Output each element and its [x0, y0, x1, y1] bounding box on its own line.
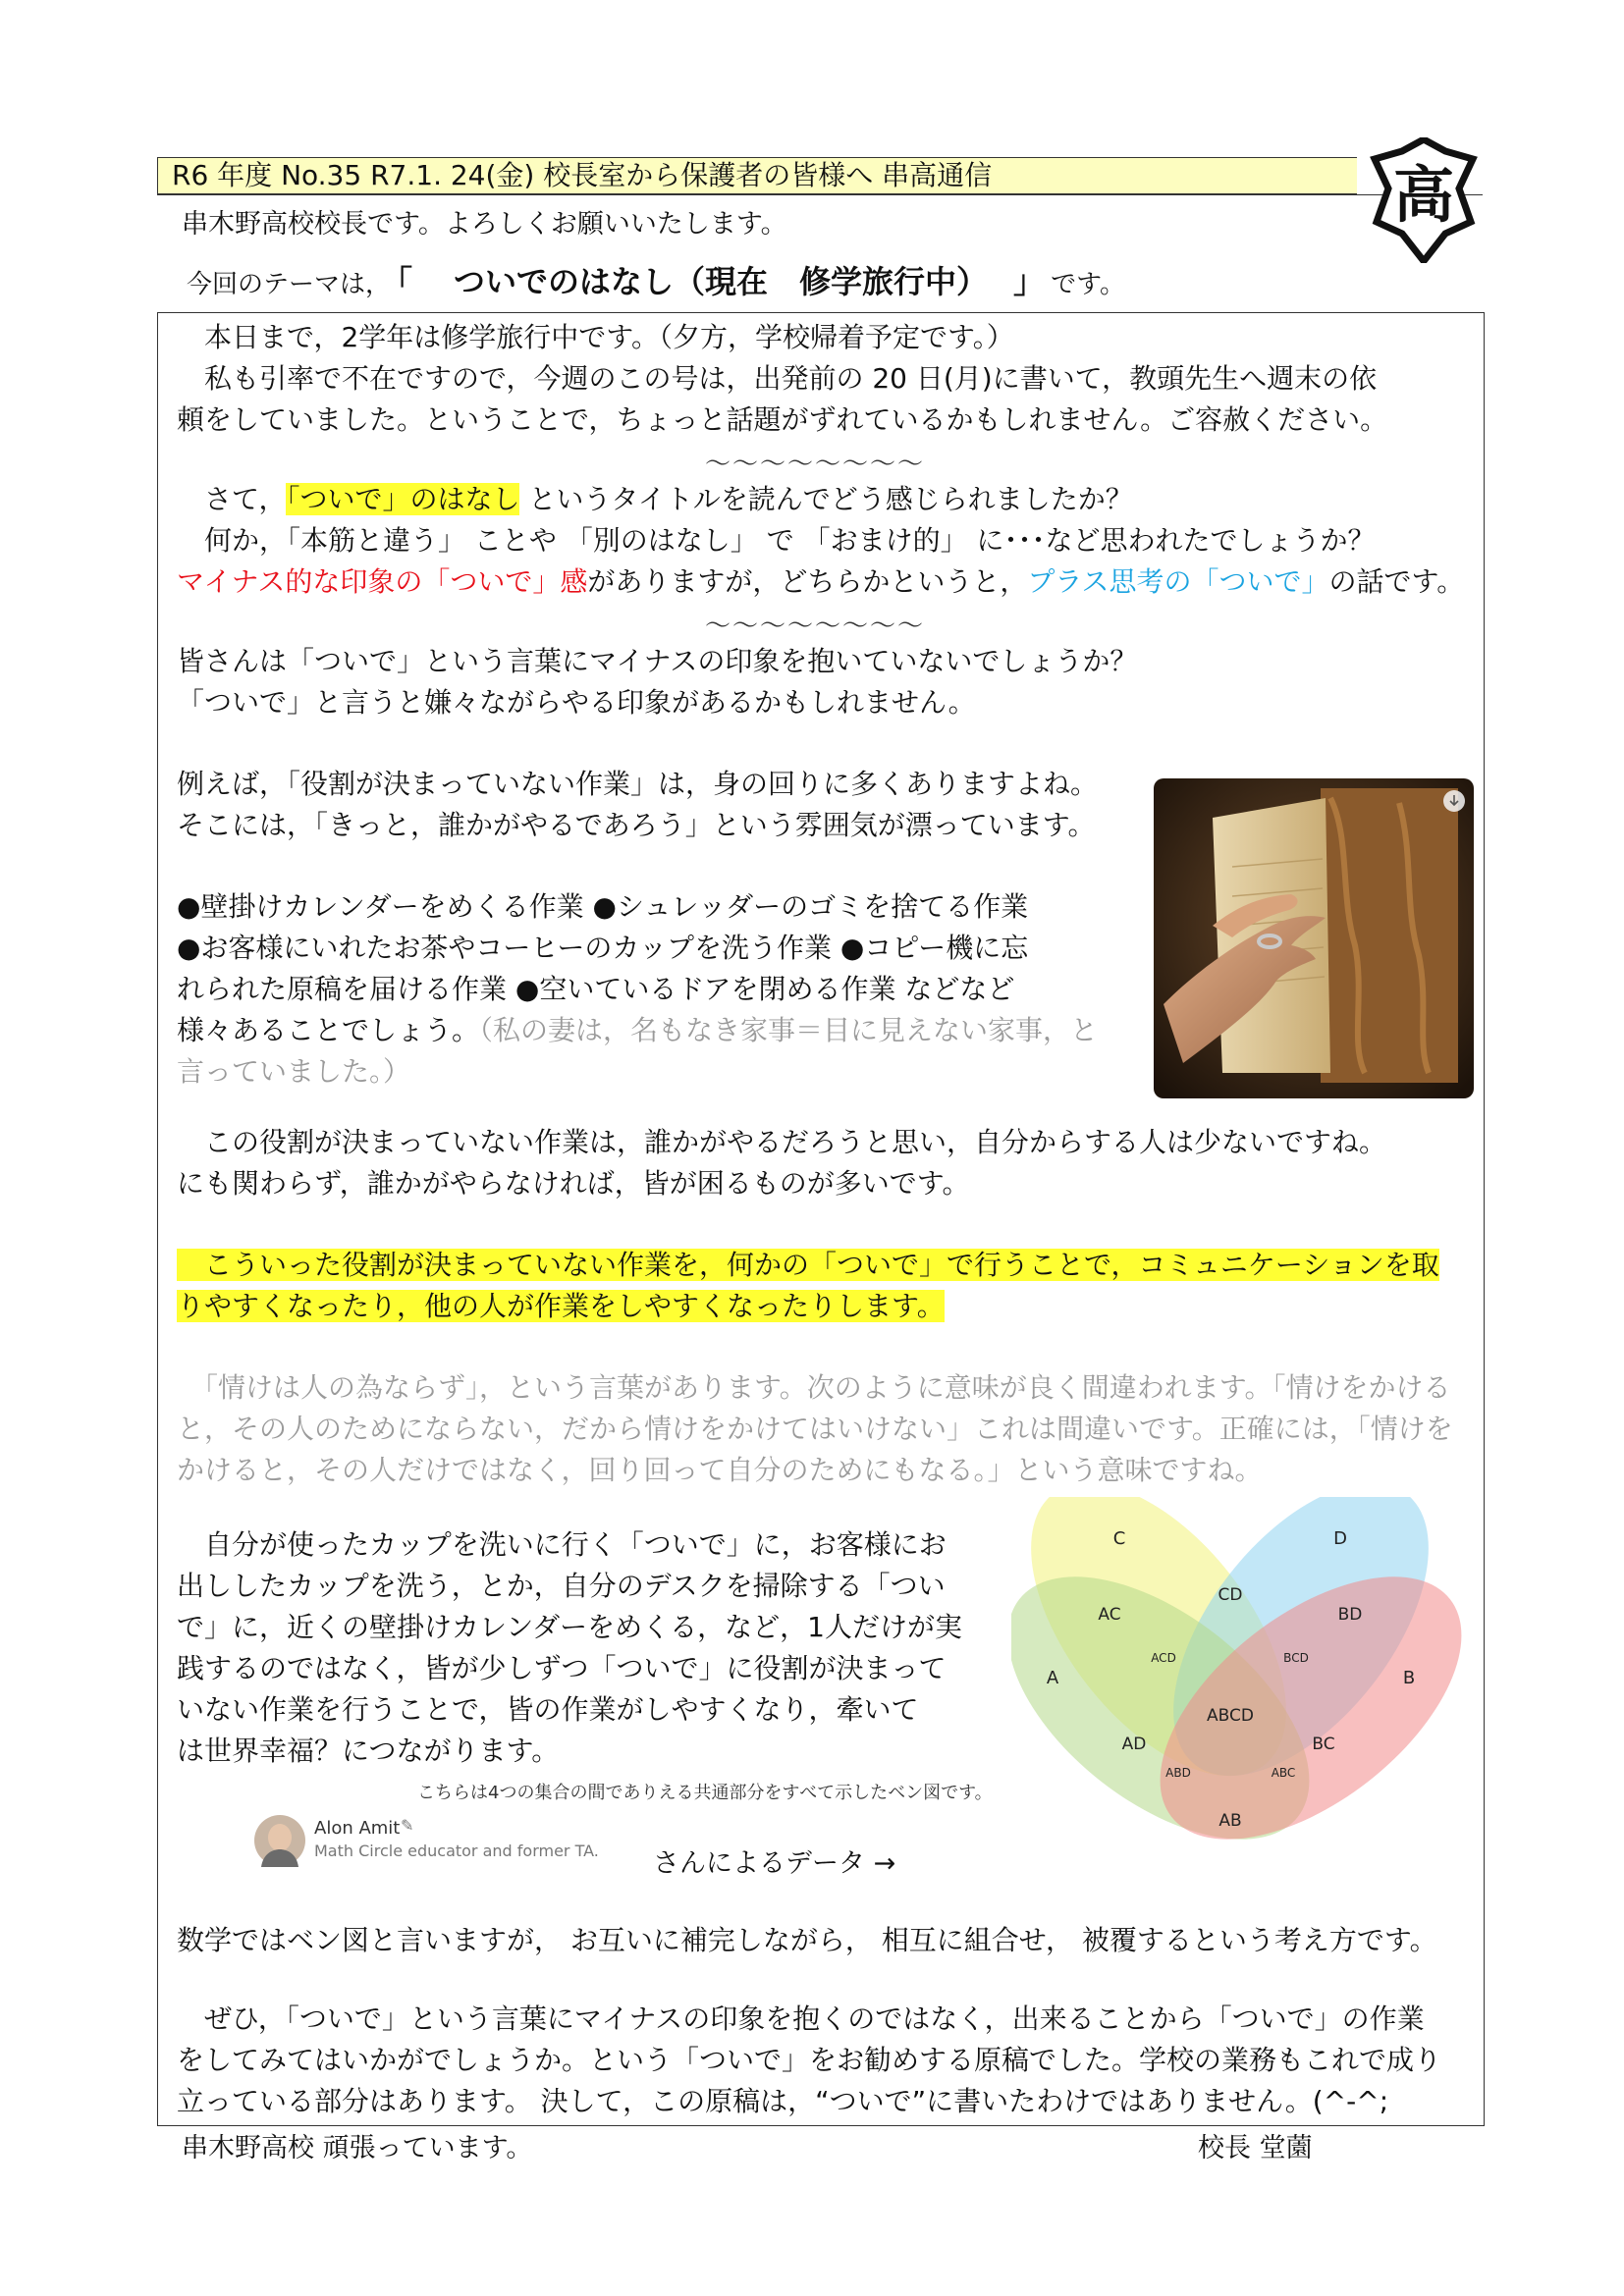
para-absence-1: 私も引率で不在ですので，今週のこの号は，出発前の 20 日(月)に書いて，教頭先生へ週末の依 — [177, 362, 1378, 395]
proverb-line-2: と，その人のためにならない，だから情けをかけてはいけない」これは間違いです。正確には，「情けを — [177, 1413, 1453, 1445]
para-negative-question: 皆さんは「ついで」という言葉にマイナスの印象を抱いていないでしょうか？ — [177, 645, 1138, 677]
closing-3: 立っている部分はあります。 決して，この原稿は，“ついで”に書いたわけではありません。(^-^; — [177, 2085, 1389, 2117]
cup-para-4: 践するのではなく，皆が少しずつ「ついで」に役割が決まって — [177, 1652, 947, 1684]
cup-para-6: は世界幸福？につながります。 — [177, 1735, 560, 1767]
venn-label-bcd: BCD — [1283, 1651, 1309, 1665]
author-avatar — [253, 1814, 306, 1867]
proverb-line-3: かけると，その人だけではなく，回り回って自分のためにもなる。」という意味ですね。 — [177, 1454, 1263, 1486]
para-impression: 何か，「本筋と違う」 ことや 「別のはなし」 で 「おまけ的」 に･･･など思われたでしょうか？ — [177, 524, 1376, 557]
text-positive-thinking: プラス思考の「ついで」 — [1027, 565, 1329, 598]
venn-label-abd: ABD — [1165, 1766, 1191, 1780]
highlight-para-1 — [177, 1247, 1439, 1283]
text-end: の話です。 — [1328, 565, 1465, 598]
cup-para-5: いない作業を行うことで，皆の作業がしやすくなり，牽いて — [177, 1693, 919, 1726]
highlight-communication-1: こういった役割が決まっていない作業を，何かの「ついで」で行うことで，コミュニケーションを取 — [177, 1249, 1439, 1281]
para-absence-2: 頼をしていました。ということで，ちょっと話題がずれているかもしれません。ご容赦ください。 — [177, 403, 1388, 436]
data-credit: さんによるデータ → — [653, 1848, 896, 1879]
school-logo — [1365, 137, 1483, 263]
venn-label-ab: AB — [1218, 1811, 1242, 1831]
venn-caption: こちらは4つの集合の間でありえる共通部分をすべて示したベン図です。 — [417, 1783, 993, 1803]
theme-suffix: です。 — [1051, 270, 1125, 299]
para-example: 例えば，「役割が決まっていない作業」は，身の回りに多くありますよね。 — [177, 768, 1099, 800]
venn-label-a: A — [1046, 1668, 1059, 1688]
para-title-question-pre: さて， — [177, 483, 287, 515]
task-list-4-main: 様々あることでしょう。 — [177, 1014, 480, 1046]
venn-label-ad: AD — [1121, 1735, 1147, 1754]
para-atmosphere: そこには，「きっと，誰かがやるであろう」という雰囲気が漂っています。 — [177, 809, 1096, 841]
venn-diagram — [1011, 1497, 1473, 1860]
theme-line — [187, 257, 1125, 302]
tilde-divider: 〜〜〜〜〜〜〜〜 — [705, 612, 926, 641]
pencil-icon: ✎ — [401, 1816, 414, 1835]
wife-remark-2: 言っていました。） — [177, 1055, 411, 1088]
header-divider — [157, 194, 1483, 195]
theme-close-quote: 」 — [1013, 263, 1046, 300]
task-list-3: れられた原稿を届ける作業 ●空いているドアを閉める作業 などなど — [177, 973, 1015, 1005]
highlight-para-2 — [177, 1288, 945, 1324]
para-title-question — [177, 481, 1133, 517]
venn-label-cd: CD — [1218, 1585, 1243, 1605]
para-schedule: 本日まで，2学年は修学旅行中です。（夕方，学校帰着予定です。） — [177, 321, 1014, 353]
venn-label-abc: ABC — [1271, 1766, 1296, 1780]
intro-text: 串木野高校校長です。よろしくお願いいたします。 — [182, 209, 787, 240]
text-negative-impression: マイナス的な印象の「ついで」感 — [177, 565, 588, 598]
theme-prefix: 今回のテーマは， — [187, 270, 392, 299]
closing-2: をしてみてはいかがでしょうか。という「ついで」をお勧めする原稿でした。学校の業務もこれで成り — [177, 2044, 1442, 2076]
venn-label-b: B — [1402, 1668, 1416, 1688]
para-trouble: にも関わらず，誰かがやらなければ，皆が困るものが多いです。 — [177, 1167, 970, 1200]
cup-para-1: 自分が使ったカップを洗いに行く「ついで」に，お客様にお — [177, 1528, 947, 1561]
para-nobody: この役割が決まっていない作業は，誰かがやるだろうと思い，自分からする人は少ないですね。 — [177, 1126, 1387, 1158]
venn-label-abcd: ABCD — [1207, 1706, 1254, 1726]
para-plus-thinking — [177, 563, 1464, 600]
author-role: Math Circle educator and former TA. — [314, 1842, 599, 1860]
author-name: Alon Amit — [314, 1818, 401, 1839]
text-mid: がありますが，どちらかというと， — [587, 565, 1028, 598]
issue-line: R6 年度 No.35 R7.1. 24(金) 校長室から保護者の皆様へ 串高通信 — [172, 159, 993, 191]
venn-label-d: D — [1333, 1528, 1347, 1549]
closing-1: ぜひ，「ついで」という言葉にマイナスの印象を抱くのではなく，出来ることから「ついで」の作業 — [177, 2002, 1425, 2035]
task-list-2: ●お客様にいれたお茶やコーヒーのカップを洗う作業 ●コピー機に忘 — [177, 932, 1029, 964]
school-logo-glyph: 高 — [1392, 159, 1455, 231]
theme-open-quote: 「 — [397, 263, 413, 300]
wife-remark-1: （私の妻は，名もなき家事＝目に見えない家事，と — [479, 1014, 1099, 1046]
venn-label-bc: BC — [1312, 1735, 1335, 1754]
venn-label-bd: BD — [1337, 1605, 1363, 1625]
proverb-line-1: 「情けは人の為ならず」，という言葉があります。次のように意味が良く間違われます。「情けをかける — [177, 1371, 1451, 1404]
task-list-1: ●壁掛けカレンダーをめくる作業 ●シュレッダーのゴミを捨てる作業 — [177, 890, 1029, 923]
footer-school: 串木野高校 頑張っています。 — [182, 2133, 533, 2163]
footer-principal: 校長 堂薗 — [1198, 2133, 1313, 2163]
venn-label-c: C — [1112, 1528, 1126, 1549]
cup-para-3: で」に，近くの壁掛けカレンダーをめくる，など，1人だけが実 — [177, 1611, 962, 1643]
highlight-communication-2: りやすくなったり，他の人が作業をしやすくなったりします。 — [177, 1290, 945, 1322]
venn-label-ac: AC — [1098, 1605, 1121, 1625]
task-list-4 — [177, 1012, 1098, 1048]
tilde-divider: 〜〜〜〜〜〜〜〜 — [705, 450, 926, 479]
venn-label-acd: ACD — [1151, 1651, 1176, 1665]
calendar-photo — [1154, 778, 1474, 1098]
highlight-tsuide-title: 「ついで」のはなし — [286, 483, 520, 515]
cup-para-2: 出ししたカップを洗う，とか，自分のデスクを掃除する「つい — [177, 1570, 946, 1602]
theme-title: ついでのはなし（現在 修学旅行中） — [454, 263, 973, 300]
para-venn-explanation: 数学ではベン図と言いますが， お互いに補完しながら， 相互に組合せ， 被覆するという考え方です。 — [177, 1924, 1437, 1956]
para-reluctant: 「ついで」と言うと嫌々ながらやる印象があるかもしれません。 — [177, 686, 976, 719]
para-title-question-post: というタイトルを読んでどう感じられましたか？ — [519, 483, 1133, 515]
